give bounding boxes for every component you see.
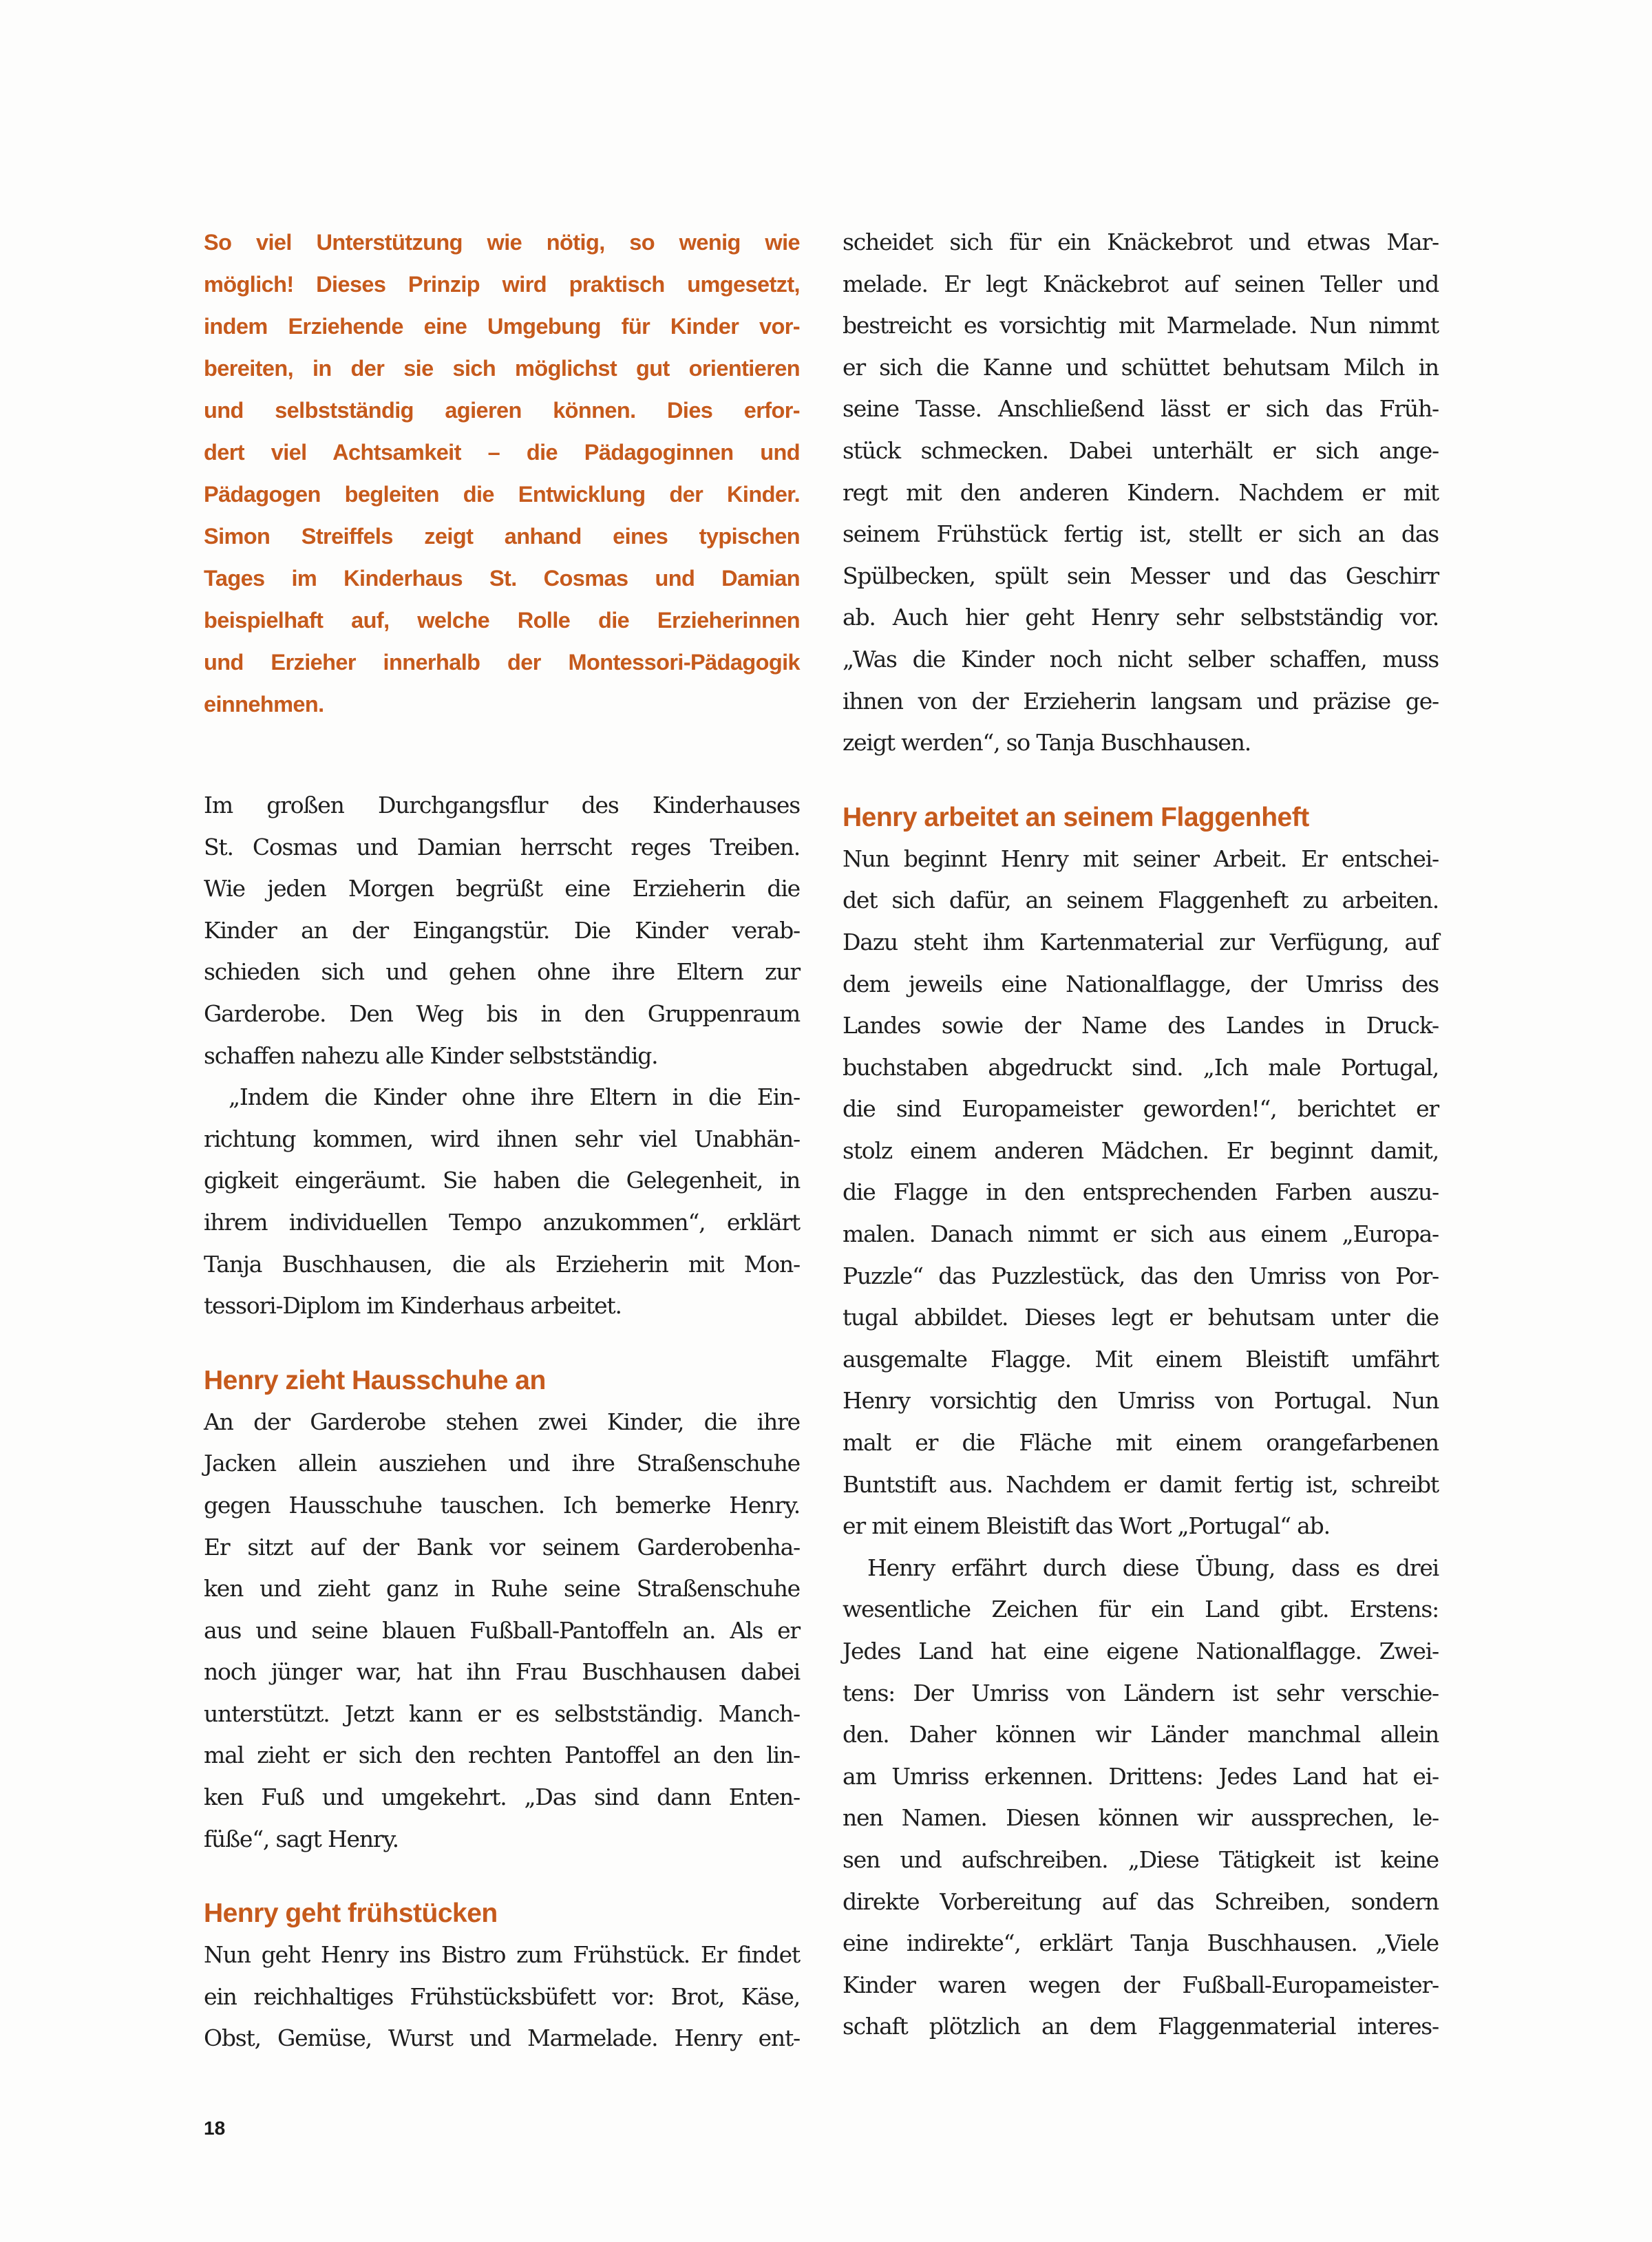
text-line: bereiten, in der sie sich möglichst gut orientieren xyxy=(204,356,800,381)
section-heading: Henry geht frühstücken xyxy=(204,1899,498,1929)
text-line: er mit einem Bleistift das Wort „Portugal“ ab. xyxy=(843,1512,1330,1540)
text-line: Pädagogen begleiten die Entwicklung der Kinder. xyxy=(204,482,800,507)
text-line: stolz einem anderen Mädchen. Er beginnt damit, xyxy=(843,1136,1439,1164)
text-line: „Was die Kinder noch nicht selber schaffen, muss xyxy=(843,645,1439,673)
text-line: wesentliche Zeichen für ein Land gibt. Erstens: xyxy=(843,1596,1439,1623)
text-line: Im großen Durchgangsflur des Kinderhauses xyxy=(204,792,800,818)
text-line: det sich dafür, an seinem Flaggenheft zu arbeiten. xyxy=(843,887,1439,914)
body-paragraph xyxy=(204,1402,800,1861)
text-line: Landes sowie der Name des Landes in Druck- xyxy=(843,1012,1439,1039)
text-line: dem jeweils eine Nationalflagge, der Umriss des xyxy=(843,970,1439,997)
text-line: Spülbecken, spült sein Messer und das Geschirr xyxy=(843,562,1439,589)
text-line: unterstützt. Jetzt kann er es selbstständig. Manch- xyxy=(204,1700,800,1727)
text-line: So viel Unterstützung wie nötig, so wenig wie xyxy=(204,230,800,255)
body-paragraph xyxy=(843,222,1439,764)
text-line: sen und aufschreiben. „Diese Tätigkeit ist keine xyxy=(843,1846,1439,1873)
spacer xyxy=(204,1327,800,1360)
text-line: schieden sich und gehen ohne ihre Eltern zur xyxy=(204,958,800,986)
text-line: möglich! Dieses Prinzip wird praktisch umgesetzt, xyxy=(204,272,800,297)
page-number: 18 xyxy=(204,2117,226,2139)
text-line: Kinder an der Eingangstür. Die Kinder verab- xyxy=(204,916,800,944)
text-line: Obst, Gemüse, Wurst und Marmelade. Henry ent- xyxy=(204,2024,800,2052)
text-line: nen Namen. Diesen können wir aussprechen, le- xyxy=(843,1804,1439,1832)
text-line: ken und zieht ganz in Ruhe seine Straßenschuhe xyxy=(204,1575,800,1603)
text-line: die Flagge in den entsprechenden Farben auszu- xyxy=(843,1178,1439,1206)
text-line: dert viel Achtsamkeit – die Pädagoginnen und xyxy=(204,440,800,465)
text-line: Henry erfährt durch diese Übung, dass es drei xyxy=(867,1554,1439,1581)
text-line: und selbstständig agieren können. Dies erfor- xyxy=(204,398,800,423)
section-heading: Henry arbeitet an seinem Flaggenheft xyxy=(843,802,1309,832)
intro-lead-paragraph xyxy=(204,222,800,726)
text-line: aus und seine blauen Fußball-Pantoffeln an. Als er xyxy=(204,1616,800,1644)
text-line: beispielhaft auf, welche Rolle die Erzieherinnen xyxy=(204,608,800,633)
left-column xyxy=(204,222,800,2060)
body-paragraph xyxy=(204,785,800,1077)
text-line: Tages im Kinderhaus St. Cosmas und Damian xyxy=(204,566,800,591)
text-line: mal zieht er sich den rechten Pantoffel an den lin- xyxy=(204,1742,800,1769)
text-line: malen. Danach nimmt er sich aus einem „Europa- xyxy=(843,1220,1439,1248)
text-line: zeigt werden“, so Tanja Buschhausen. xyxy=(843,729,1251,757)
text-line: füße“, sagt Henry. xyxy=(204,1825,399,1852)
text-line: scheidet sich für ein Knäckebrot und etwas Mar- xyxy=(843,229,1439,255)
text-line: Dazu steht ihm Kartenmaterial zur Verfügung, auf xyxy=(843,928,1439,955)
text-line: bestreicht es vorsichtig mit Marmelade. Nun nimmt xyxy=(843,312,1439,339)
text-line: seinem Frühstück fertig ist, stellt er sich an das xyxy=(843,520,1439,548)
text-line: noch jünger war, hat ihn Frau Buschhausen dabei xyxy=(204,1658,800,1686)
spacer xyxy=(204,1860,800,1893)
text-line: tens: Der Umriss von Ländern ist sehr verschie- xyxy=(843,1679,1439,1706)
text-line: „Indem die Kinder ohne ihre Eltern in die Ein- xyxy=(229,1083,800,1111)
text-line: ausgemalte Flagge. Mit einem Bleistift umfährt xyxy=(843,1345,1439,1373)
text-line: den. Daher können wir Länder manchmal allein xyxy=(843,1721,1439,1748)
text-line: regt mit den anderen Kindern. Nachdem er mit xyxy=(843,478,1439,506)
text-line: indem Erziehende eine Umgebung für Kinder vor- xyxy=(204,314,800,339)
text-line: Henry vorsichtig den Umriss von Portugal. Nun xyxy=(843,1387,1439,1415)
text-line: melade. Er legt Knäckebrot auf seinen Teller und xyxy=(843,270,1439,297)
spacer xyxy=(204,726,800,785)
text-line: Nun beginnt Henry mit seiner Arbeit. Er entschei- xyxy=(843,845,1439,872)
text-line: tugal abbildet. Dieses legt er behutsam unter die xyxy=(843,1304,1439,1331)
text-line: buchstaben abgedruckt sind. „Ich male Portugal, xyxy=(843,1053,1439,1081)
text-line: ken Fuß und umgekehrt. „Das sind dann Enten- xyxy=(204,1784,800,1811)
text-line: seine Tasse. Anschließend lässt er sich das Früh- xyxy=(843,395,1439,423)
body-paragraph xyxy=(843,838,1439,1547)
text-line: Er sitzt auf der Bank vor seinem Garderobenha- xyxy=(204,1533,800,1561)
text-line: Simon Streiffels zeigt anhand eines typischen xyxy=(204,524,800,549)
text-line: Garderobe. Den Weg bis in den Gruppenraum xyxy=(204,1000,800,1027)
spacer xyxy=(843,764,1439,797)
text-line: Puzzle“ das Puzzlestück, das den Umriss von Por- xyxy=(843,1262,1439,1289)
text-line: ihnen von der Erzieherin langsam und präzise ge- xyxy=(843,687,1439,715)
text-line: gegen Hausschuhe tauschen. Ich bemerke Henry. xyxy=(204,1491,800,1519)
text-line: und Erzieher innerhalb der Montessori-Pädagogik xyxy=(204,650,800,675)
section-heading: Henry zieht Hausschuhe an xyxy=(204,1365,546,1395)
body-paragraph xyxy=(204,1077,800,1327)
text-line: er sich die Kanne und schüttet behutsam Milch in xyxy=(843,353,1439,381)
text-line: Wie jeden Morgen begrüßt eine Erzieherin die xyxy=(204,875,800,902)
text-line: An der Garderobe stehen zwei Kinder, die ihre xyxy=(204,1408,800,1435)
text-line: ab. Auch hier geht Henry sehr selbstständig vor. xyxy=(843,604,1439,631)
text-line: Jacken allein ausziehen und ihre Straßenschuhe xyxy=(204,1450,800,1477)
text-line: St. Cosmas und Damian herrscht reges Treiben. xyxy=(204,833,800,860)
right-column xyxy=(843,222,1439,2048)
text-line: Kinder waren wegen der Fußball-Europameister- xyxy=(843,1971,1439,1998)
text-line: eine indirekte“, erklärt Tanja Buschhausen. „Viele xyxy=(843,1929,1439,1957)
text-line: direkte Vorbereitung auf das Schreiben, sondern xyxy=(843,1887,1439,1915)
text-line: Jedes Land hat eine eigene Nationalflagge. Zwei- xyxy=(843,1638,1439,1664)
text-line: Nun geht Henry ins Bistro zum Frühstück. Er findet xyxy=(204,1941,800,1969)
text-line: richtung kommen, wird ihnen sehr viel Unabhän- xyxy=(204,1125,800,1152)
text-line: stück schmecken. Dabei unterhält er sich ange- xyxy=(843,436,1439,464)
body-paragraph xyxy=(843,1547,1439,2048)
text-line: ihrem individuellen Tempo anzukommen“, erklärt xyxy=(204,1208,800,1236)
text-line: schaft plötzlich an dem Flaggenmaterial interes- xyxy=(843,2013,1439,2040)
text-line: malt er die Fläche mit einem orangefarbenen xyxy=(843,1429,1439,1457)
text-line: einnehmen. xyxy=(204,692,324,717)
text-line: tessori-Diplom im Kinderhaus arbeitet. xyxy=(204,1292,622,1320)
text-line: ein reichhaltiges Frühstücksbüfett vor: Brot, Käse, xyxy=(204,1982,800,2010)
text-line: schaffen nahezu alle Kinder selbstständig. xyxy=(204,1041,658,1069)
text-line: Tanja Buschhausen, die als Erzieherin mit Mon- xyxy=(204,1250,800,1278)
text-line: Buntstift aus. Nachdem er damit fertig ist, schreibt xyxy=(843,1470,1439,1498)
text-line: am Umriss erkennen. Drittens: Jedes Land hat ei- xyxy=(843,1762,1439,1790)
text-line: die sind Europameister geworden!“, berichtet er xyxy=(843,1095,1439,1123)
body-paragraph xyxy=(204,1934,800,2060)
text-line: gigkeit eingeräumt. Sie haben die Gelegenheit, in xyxy=(204,1167,800,1194)
